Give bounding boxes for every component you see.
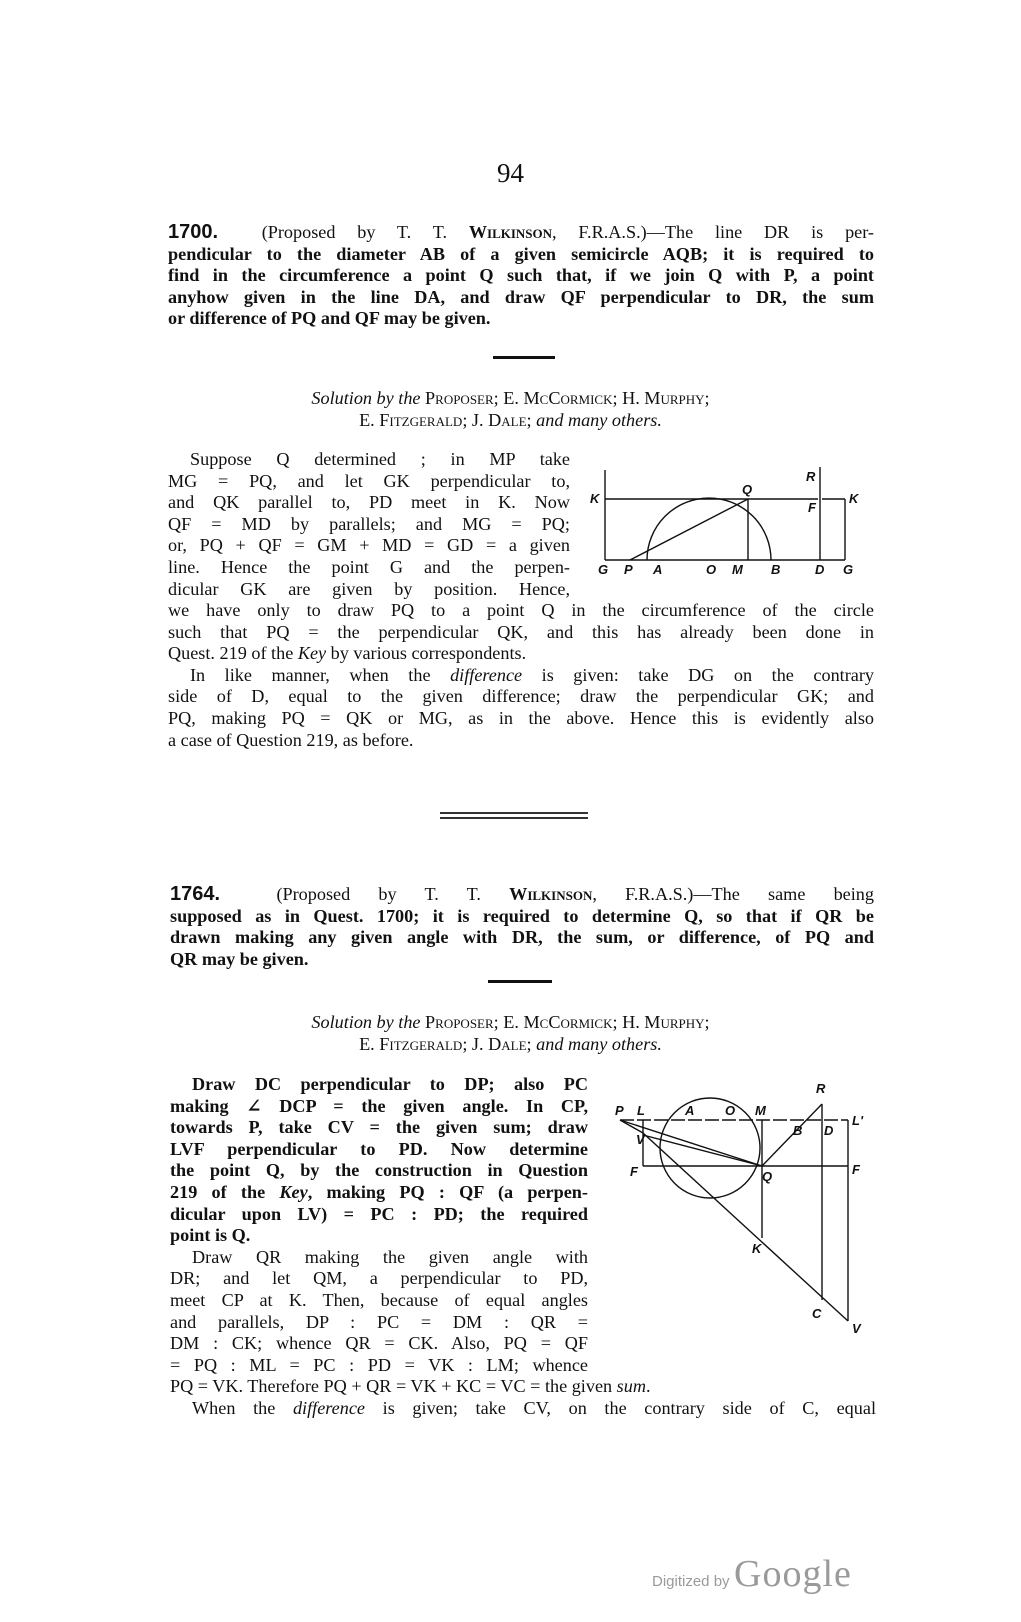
question-1764-line: QR may be given. bbox=[170, 948, 309, 969]
solution-line: Draw DC perpendicular to DP; also PC bbox=[192, 1074, 588, 1094]
solution-line: dicular GK are given by position. Hence, bbox=[168, 578, 570, 599]
credit-line: Solution by the Proposer; E. McCormick; H. Murphy; bbox=[311, 388, 710, 408]
fig-label: V bbox=[636, 1132, 645, 1147]
solution-line: and parallels, DP : PC = DM : QR = bbox=[170, 1311, 588, 1332]
fig-label: L bbox=[637, 1103, 645, 1118]
solution-line: In like manner, when the difference is given: take DG on the contrary bbox=[190, 664, 874, 685]
line-lq bbox=[643, 1135, 762, 1166]
solution-line: 219 of the Key, making PQ : QF (a perpen- bbox=[170, 1181, 588, 1202]
fig-label: K bbox=[849, 491, 859, 506]
figure-1700 bbox=[590, 462, 862, 577]
solution-line: towards P, take CV = the given sum; draw bbox=[170, 1117, 588, 1138]
question-number: 1700. bbox=[168, 221, 219, 243]
fig-label: R bbox=[806, 469, 816, 484]
solution-line: PQ = VK. Therefore PQ + QR = VK + KC = VC = the given sum. bbox=[170, 1376, 651, 1396]
solution-credit-1700 bbox=[0, 388, 1021, 431]
solution-line: line. Hence the point G and the perpen- bbox=[168, 556, 570, 577]
fig-label: M bbox=[732, 562, 743, 577]
fig-label: F bbox=[852, 1162, 860, 1177]
google-logo: Google bbox=[734, 1553, 852, 1595]
solution-line: and QK parallel to, PD meet in K. Now bbox=[168, 492, 570, 513]
fig-label: B bbox=[771, 562, 781, 577]
solution-line: we have only to draw PQ to a point Q in the circumference of the circle bbox=[168, 600, 874, 620]
circle-aob bbox=[660, 1098, 760, 1198]
credit-line: Solution by the Proposer; E. McCormick; H. Murphy; bbox=[311, 1012, 710, 1032]
question-1700-line: 1700. (Proposed by T. T. Wilkinson, F.R.A.S.)—The line DR is per- bbox=[168, 221, 874, 243]
fig-label: G bbox=[598, 562, 609, 577]
credit-line: E. Fitzgerald; J. Dale; and many others. bbox=[359, 1033, 662, 1054]
question-number: 1764. bbox=[170, 883, 221, 905]
fig-label: F bbox=[630, 1164, 638, 1179]
fig-label: V bbox=[852, 1321, 861, 1336]
fig-label: L' bbox=[852, 1113, 864, 1128]
fig-label: D bbox=[815, 562, 825, 577]
figure-1764 bbox=[610, 1078, 880, 1338]
question-1700-line: pendicular to the diameter AB of a given semicircle AQB; it is required to bbox=[168, 243, 874, 264]
question-1764-line: supposed as in Quest. 1700; it is required to determine Q, so that if QR be bbox=[170, 905, 874, 926]
solution-line: LVF perpendicular to PD. Now determine bbox=[170, 1138, 588, 1159]
fig-label: P bbox=[624, 562, 633, 577]
solution-line: such that PQ = the perpendicular QK, and this has already been done in bbox=[168, 621, 874, 642]
fig-label: D bbox=[824, 1123, 834, 1138]
solution-1764-wide bbox=[170, 1376, 876, 1419]
solution-line: making ∠ DCP = the given angle. In CP, bbox=[170, 1095, 588, 1116]
solution-line: DR; and let QM, a perpendicular to PD, bbox=[170, 1268, 588, 1289]
solution-line: the point Q, by the construction in Question bbox=[170, 1160, 588, 1181]
solution-1764-narrow bbox=[170, 1074, 588, 1376]
line-qr bbox=[762, 1104, 822, 1166]
solution-line: MG = PQ, and let GK perpendicular to, bbox=[168, 470, 570, 491]
question-1700-statement bbox=[168, 222, 874, 330]
line-pq bbox=[630, 499, 748, 560]
digitized-by-google-watermark bbox=[652, 1552, 852, 1596]
fig-label: P bbox=[615, 1103, 624, 1118]
question-1700-line: anyhow given in the line DA, and draw QF perpendicular to DR, the sum bbox=[168, 286, 874, 307]
section-divider bbox=[493, 356, 555, 359]
solution-line: When the difference is given; take CV, on the contrary side of C, equal bbox=[192, 1397, 876, 1418]
credit-line: E. Fitzgerald; J. Dale; and many others. bbox=[359, 409, 662, 430]
solution-line: Suppose Q determined ; in MP take bbox=[190, 449, 570, 469]
fig-label: Q bbox=[762, 1169, 773, 1184]
solution-1700-narrow bbox=[168, 449, 570, 600]
question-1764-statement bbox=[170, 884, 874, 970]
double-rule-top bbox=[440, 812, 588, 814]
question-1700-line: find in the circumference a point Q such that, if we join Q with P, a point bbox=[168, 265, 874, 286]
fig-label: A bbox=[653, 562, 663, 577]
fig-label: M bbox=[755, 1103, 766, 1118]
fig-label: O bbox=[725, 1103, 736, 1118]
solution-line: DM : CK; whence QR = CK. Also, PQ = QF bbox=[170, 1333, 588, 1354]
solution-line: PQ, making PQ = QK or MG, as in the above. Hence this is evidently also bbox=[168, 707, 874, 728]
question-1700-line: or difference of PQ and QF may be given. bbox=[168, 308, 491, 329]
proposer-name: Wilkinson bbox=[509, 884, 593, 904]
solution-line: dicular upon LV) = PC : PD; the required bbox=[170, 1203, 588, 1224]
page-number: 94 bbox=[497, 158, 524, 188]
fig-label: B bbox=[793, 1123, 803, 1138]
fig-label: R bbox=[816, 1081, 826, 1096]
fig-label: K bbox=[590, 491, 600, 506]
solution-line: Quest. 219 of the Key by various correspondents. bbox=[168, 643, 527, 664]
question-1764-line: drawn making any given angle with DR, the sum, or difference, of PQ and bbox=[170, 927, 874, 948]
fig-label: A bbox=[685, 1103, 695, 1118]
solution-line: a case of Question 219, as before. bbox=[168, 729, 414, 750]
semicircle-aqb bbox=[647, 498, 771, 560]
fig-label: K bbox=[752, 1241, 762, 1256]
solution-line: QF = MD by parallels; and MG = PQ; bbox=[168, 513, 570, 534]
solution-line: meet CP at K. Then, because of equal angles bbox=[170, 1289, 588, 1310]
question-1764-line: 1764. (Proposed by T. T. Wilkinson, F.R.A.S.)—The same being bbox=[170, 883, 874, 905]
solution-line: side of D, equal to the given difference; draw the perpendicular GK; and bbox=[168, 686, 874, 707]
solution-1700-wide bbox=[168, 600, 874, 751]
section-divider bbox=[488, 980, 552, 983]
solution-line: = PQ : ML = PC : PD = VK : LM; whence bbox=[170, 1354, 588, 1375]
solution-credit-1764 bbox=[0, 1012, 1021, 1055]
fig-label: O bbox=[706, 562, 717, 577]
fig-label: C bbox=[812, 1306, 822, 1321]
solution-line: point is Q. bbox=[170, 1225, 251, 1246]
proposer-name: Wilkinson bbox=[468, 222, 553, 242]
double-rule-bottom bbox=[440, 817, 588, 819]
watermark-prefix: Digitized by bbox=[652, 1573, 730, 1590]
fig-label: F bbox=[808, 500, 816, 515]
solution-line: Draw QR making the given angle with bbox=[192, 1246, 588, 1267]
solution-line: or, PQ + QF = GM + MD = GD = a given bbox=[168, 535, 570, 556]
fig-label: Q bbox=[742, 482, 753, 497]
fig-label: G bbox=[843, 562, 854, 577]
